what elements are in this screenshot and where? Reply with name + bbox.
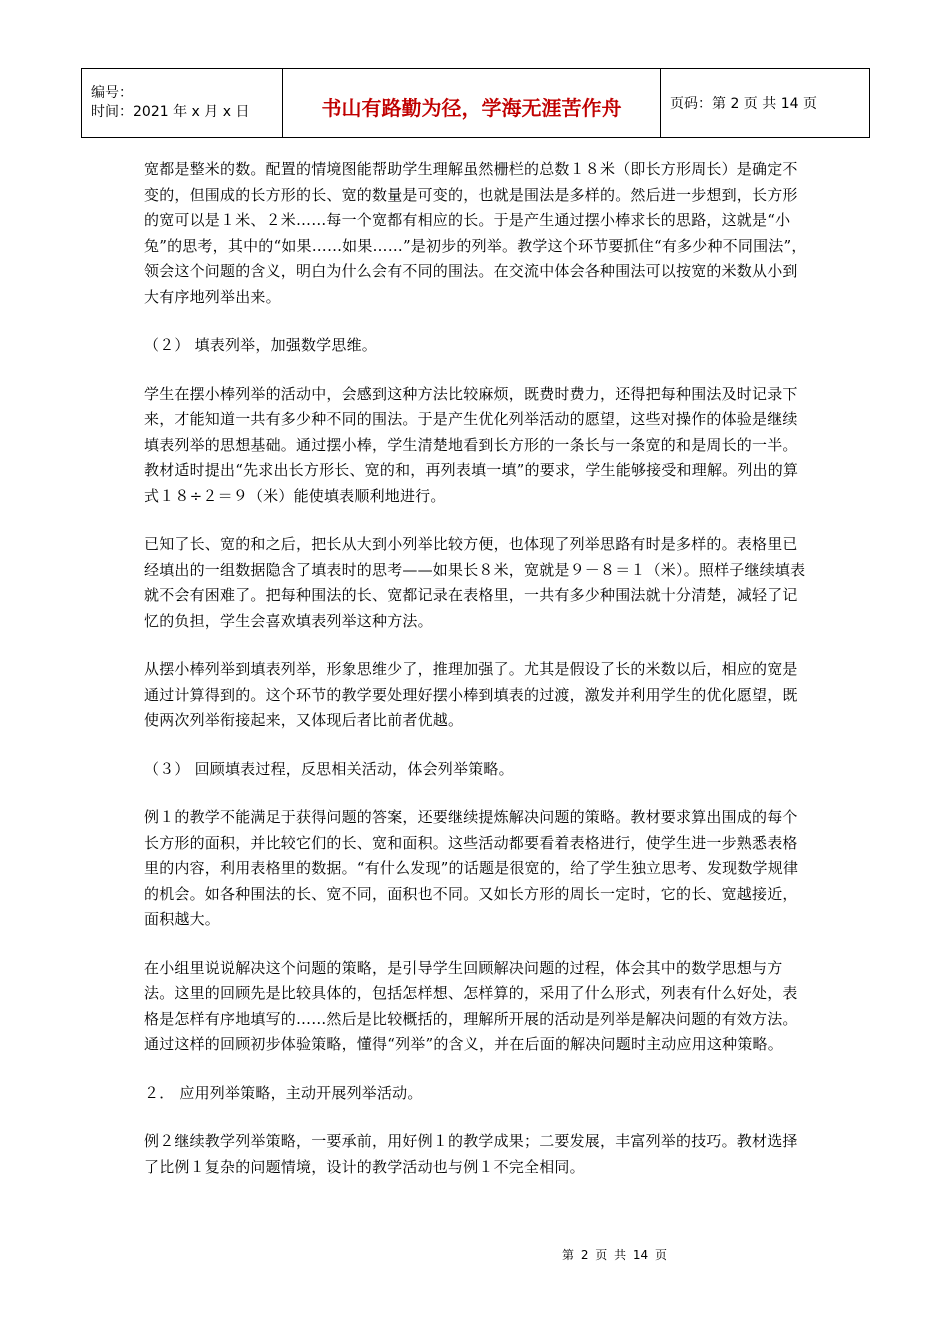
header-motto: 书山有路勤为径，学海无涯苦作舟 <box>283 69 661 137</box>
body-paragraph: 已知了长、宽的和之后，把长从大到小列举比较方便，也体现了列举思路有时是多样的。表格里已经填出的一组数据隐含了填表时的思考——如果长８米，宽就是９－８＝１（米）。照样子继续填表就不会有困难了。把每种围法的长、宽都记录在表格里，一共有多少种围法就十分清楚，减轻了记忆的负担，学生会喜欢填表列举这种方法。 <box>144 535 806 630</box>
header-page-info: 页码：第 2 页 共 14 页 <box>670 96 817 112</box>
document-date: 时间：2021 年 x 月 x 日 <box>91 104 250 120</box>
body-paragraph: 宽都是整米的数。配置的情境图能帮助学生理解虽然栅栏的总数１８米（即长方形周长）是确定不变的，但围成的长方形的长、宽的数量是可变的，也就是围法是多样的。然后进一步想到，长方形的宽可以是１米、２米……每一个宽都有相应的长。于是产生通过摆小棒求长的思路，这就是“小兔”的思考，其中的“如果……如果……”是初步的列举。教学这个环节要抓住“有多少种不同围法”，领会这个问题的含义，明白为什么会有不同的围法。在交流中体会各种围法可以按宽的米数从小到大有序地列举出来。 <box>144 160 807 306</box>
header-meta <box>82 69 283 137</box>
document-number-label: 编号： <box>91 85 133 101</box>
section-heading: ２． 应用列举策略，主动开展列举活动。 <box>144 1083 423 1102</box>
body-paragraph: 从摆小棒列举到填表列举，形象思维少了，推理加强了。尤其是假设了长的米数以后，相应的宽是通过计算得到的。这个环节的教学要处理好摆小棒到填表的过渡，激发并利用学生的优化愿望，既使两次列举衔接起来，又体现后者比前者优越。 <box>144 660 798 729</box>
section-heading: （２） 填表列举，加强数学思维。 <box>144 336 377 354</box>
document-body <box>144 157 810 1203</box>
body-paragraph: 在小组里说说解决这个问题的策略，是引导学生回顾解决问题的过程，体会其中的数学思想与方法。这里的回顾先是比较具体的，包括怎样想、怎样算的，采用了什么形式，列表有什么好处，表格是怎样有序地填写的……然后是比较概括的，理解所开展的活动是列举是解决问题的有效方法。通过这样的回顾初步体验策略，懂得“列举”的含义，并在后面的解决问题时主动应用这种策略。 <box>144 958 798 1053</box>
body-paragraph: 例１的教学不能满足于获得问题的答案，还要继续提炼解决问题的策略。教材要求算出围成的每个长方形的面积，并比较它们的长、宽和面积。这些活动都要看着表格进行，使学生进一步熟悉表格里的内容，利用表格里的数据。“有什么发现”的话题是很宽的，给了学生独立思考、发现数学规律的机会。如各种围法的长、宽不同，面积也不同。又如长方形的周长一定时，它的长、宽越接近，面积越大。 <box>144 808 799 928</box>
page-header <box>81 68 870 138</box>
body-paragraph: 学生在摆小棒列举的活动中，会感到这种方法比较麻烦，既费时费力，还得把每种围法及时记录下来，才能知道一共有多少种不同的围法。于是产生优化列举活动的愿望，这些对操作的体验是继续填表列举的思想基础。通过摆小棒，学生清楚地看到长方形的一条长与一条宽的和是周长的一半。教材适时提出“先求出长方形长、宽的和，再列表填一填”的要求，学生能够接受和理解。列出的算式１８÷２＝９（米）能使填表顺利地进行。 <box>144 384 799 505</box>
section-heading: （３） 回顾填表过程，反思相关活动，体会列举策略。 <box>144 759 514 778</box>
page-footer: 第 2 页 共 14 页 <box>562 1248 667 1262</box>
body-paragraph: 例２继续教学列举策略，一要承前，用好例１的教学成果；二要发展，丰富列举的技巧。教材选择了比例１复杂的问题情境，设计的教学活动也与例１不完全相同。 <box>144 1132 798 1176</box>
